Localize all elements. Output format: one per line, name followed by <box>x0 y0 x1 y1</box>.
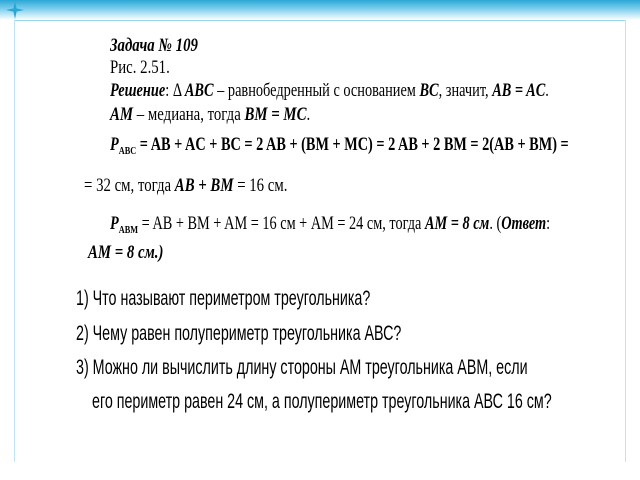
sparkle-icon <box>6 1 24 19</box>
answer-label: Ответ <box>501 213 547 234</box>
slide-frame-left-line <box>14 20 15 462</box>
slide-top-band <box>0 0 640 20</box>
solution-line-1: Решение: Δ ABC – равнобедренный с основанием BC, значит, AB = AC. <box>110 80 549 101</box>
solution-line-2: AM – медиана, тогда BM = MC. <box>110 104 311 125</box>
answer-value: AM = 8 см.) <box>88 242 164 263</box>
question-3-continued: его периметр равен 24 см, а полупериметр треугольника АВС 16 см? <box>92 390 552 413</box>
figure-ref: Рис. 2.51. <box>110 57 170 78</box>
perimeter-abm-line: $P_{ABM}$ = AB + BM + AM = 16 см + AM = 24 см, тогда AM = 8 см. (Ответ: <box>110 213 551 236</box>
question-3: 3) Можно ли вычислить длину стороны АМ треугольника АВМ, если <box>76 356 528 379</box>
perimeter-abc-result: = 32 см, тогда AB + BM = 16 см. <box>84 175 288 196</box>
slide-frame-top-line <box>14 20 626 21</box>
task-title: Задача № 109 <box>110 35 198 56</box>
question-1: 1) Что называют периметром треугольника? <box>76 287 371 310</box>
solution-label: Решение <box>110 80 166 101</box>
question-2: 2) Чему равен полупериметр треугольника АВС? <box>76 322 402 345</box>
perimeter-abc-line: $P_{ABC}$ = AB + AC + BC = 2 AB + (BM + MC) = 2 AB + 2 BM = 2(AB + BM) = <box>110 134 569 157</box>
slide-frame-right-line <box>625 20 626 462</box>
